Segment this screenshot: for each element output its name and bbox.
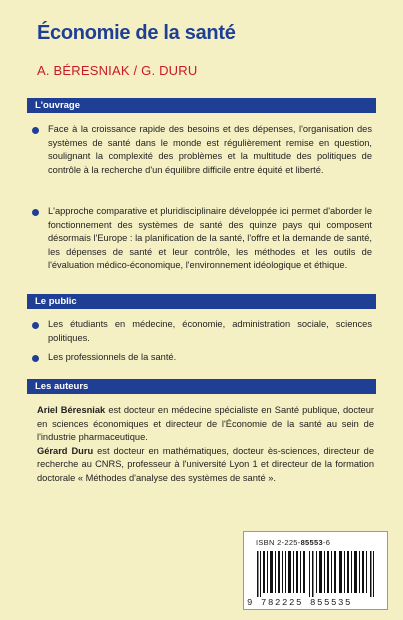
section-heading-auteurs: Les auteurs <box>27 379 376 394</box>
author-1-text: est docteur en médecine spécialiste en Santé publique, docteur en sciences économiques et directeur de l'Économie de la santé au sein de l'industrie pharmaceutique. <box>37 405 374 443</box>
author-2-name: Gérard Duru <box>37 445 94 456</box>
section-heading-public: Le public <box>27 294 376 309</box>
authors-bio <box>37 404 374 486</box>
book-title: Économie de la santé <box>37 22 236 44</box>
isbn-label <box>256 538 330 547</box>
ouvrage-paragraph-2: L'approche comparative et pluridisciplinaire développée ici permet d'aborder le fonctionnement des systèmes de santé des quinze pays qui composent désormais l'Europe : la planification de la santé, l'offre et la demande de santé, les dépenses de santé et leur contrôle, les méthodes et les outils de l'évaluation médico-économique, l'environnement idéologique et éthique. <box>48 206 372 271</box>
bullet-dot <box>32 209 39 216</box>
author-1-name: Ariel Béresniak <box>37 405 106 415</box>
author-1-bio <box>37 404 374 445</box>
public-item-1: Les étudiants en médecine, économie, administration sociale, sciences politiques. <box>48 319 372 343</box>
bullet-dot <box>32 127 39 134</box>
book-authors: A. BÉRESNIAK / G. DURU <box>37 63 198 78</box>
section-heading-ouvrage: L'ouvrage <box>27 98 376 113</box>
isbn-prefix: ISBN 2-225- <box>256 538 301 547</box>
bullet-dot <box>32 322 39 329</box>
author-2-bio <box>37 445 374 486</box>
barcode-icon <box>257 551 375 597</box>
author-2-text: est docteur en mathématiques, docteur ès-sciences, directeur de recherche au CNRS, professeur à l'université Lyon 1 et directeur de la formation doctorale « Méthodes d'analyse des systèmes de santé ». <box>37 445 374 483</box>
public-item-2: Les professionnels de la santé. <box>48 352 177 362</box>
ouvrage-paragraph-1: Face à la croissance rapide des besoins et des dépenses, l'organisation des systèmes de santé dans le monde est régulièrement remise en question, soulignant la complexité des problèmes et la multitude des politiques de contrôle à la recherche d'un équilibre difficile entre équité et liberté. <box>48 124 372 175</box>
bullet-dot <box>32 355 39 362</box>
barcode-box <box>243 531 388 610</box>
isbn-suffix: -6 <box>322 538 331 547</box>
isbn-bold: 85553 <box>300 538 323 547</box>
ean-digits: 9 782225 855535 <box>247 598 353 608</box>
